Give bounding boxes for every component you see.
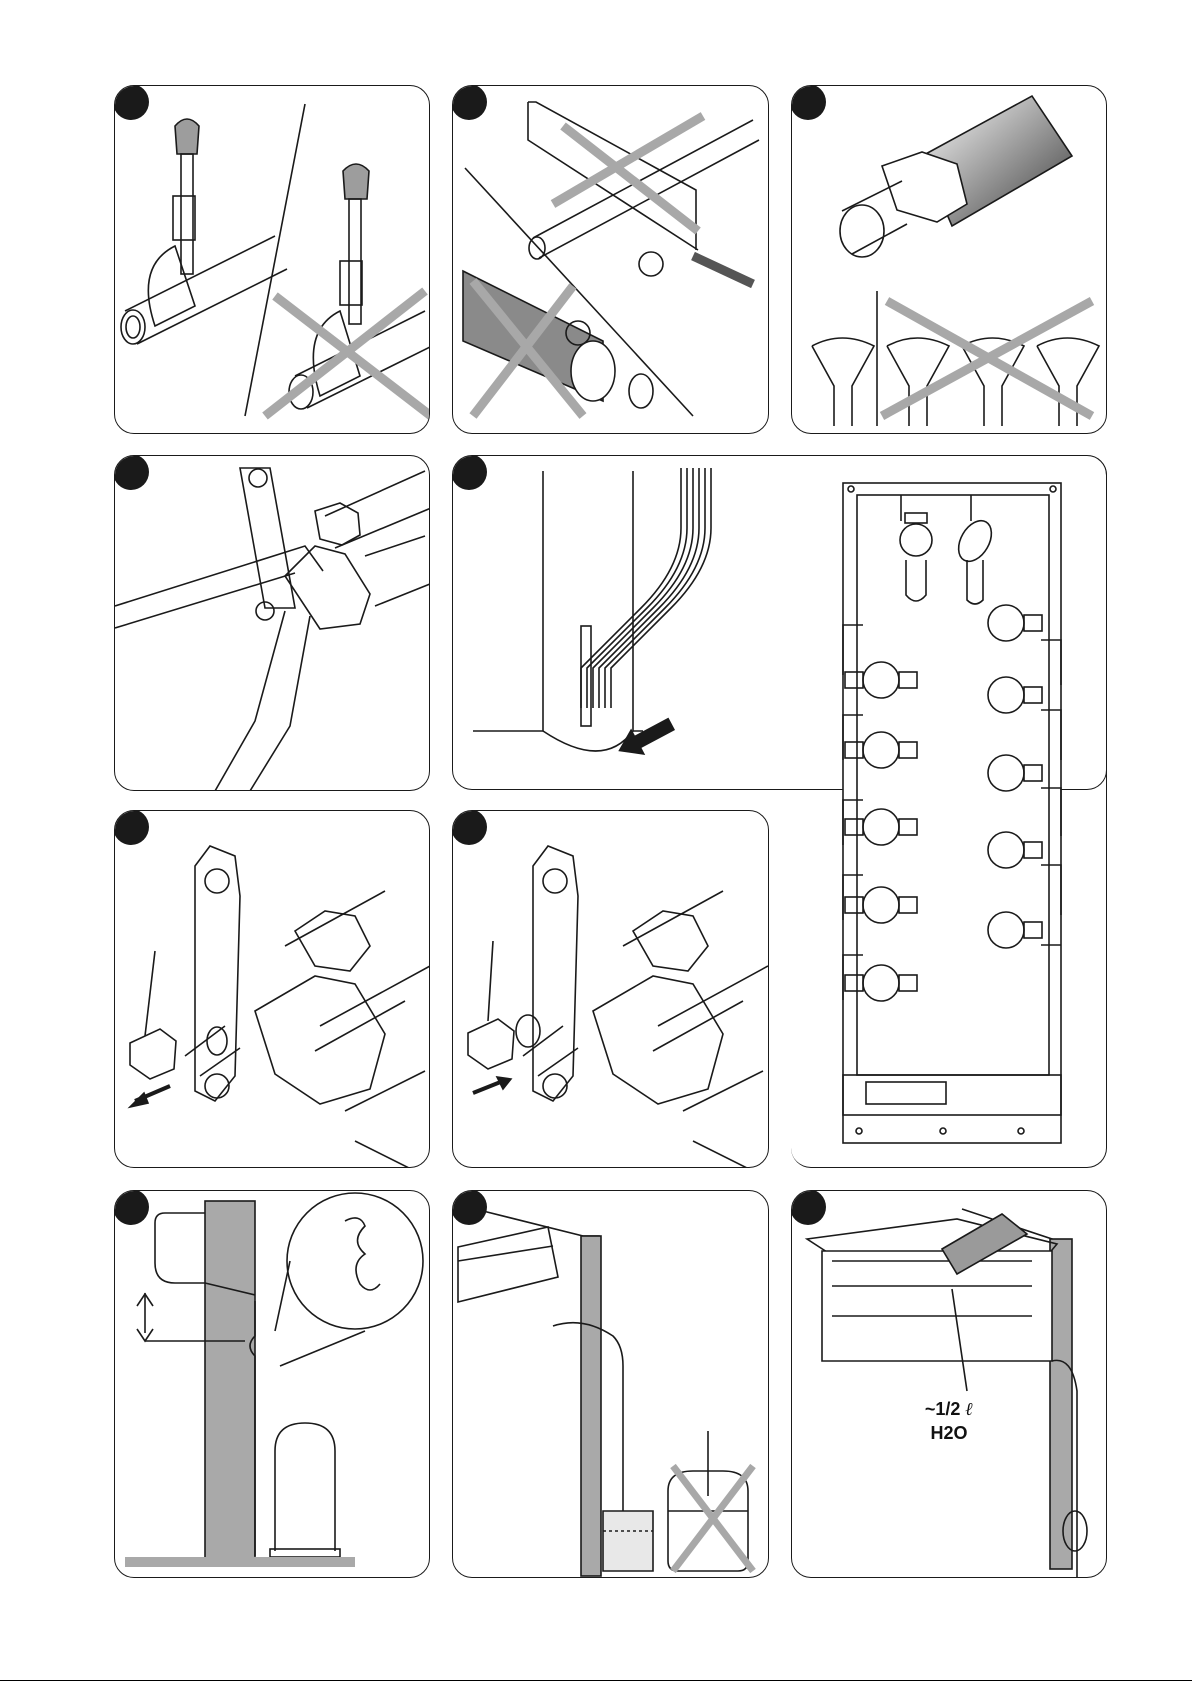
volume-caption	[792, 1399, 1106, 1420]
cap-removal-illustration	[115, 811, 430, 1168]
pipe-bundle	[581, 468, 711, 708]
panel-cap-removal	[114, 810, 430, 1168]
volume-value: ~1/2	[924, 1399, 961, 1419]
drain-container-illustration	[453, 1191, 769, 1578]
panel-drain-container	[452, 1190, 769, 1578]
cap-refit-illustration	[453, 811, 769, 1168]
manifold-illustration	[791, 455, 1107, 1168]
pointer-arrow	[612, 711, 679, 766]
volume-unit: ℓ	[965, 1399, 974, 1420]
pipe-cutter-illustration	[115, 86, 430, 434]
panel-two-wrench-tightening	[114, 455, 430, 791]
panel-drain-water-test	[791, 1190, 1107, 1578]
panel-pipe-cutter	[114, 85, 430, 434]
panel-hacksaw-not-allowed	[452, 85, 769, 434]
bottom-rule	[0, 1680, 1192, 1681]
flare-nut-illustration	[792, 86, 1107, 434]
flare-cones	[812, 338, 1099, 426]
panel-valve-manifold	[791, 455, 1107, 1168]
drain-water-test-illustration	[792, 1191, 1107, 1578]
substance-caption: H2O	[930, 1423, 968, 1443]
drain-height-illustration	[115, 1191, 430, 1578]
panel-cap-refit	[452, 810, 769, 1168]
hacksaw-illustration	[453, 86, 769, 434]
panel-flare-nut	[791, 85, 1107, 434]
panel-drain-height	[114, 1190, 430, 1578]
wrench-illustration	[115, 456, 430, 791]
